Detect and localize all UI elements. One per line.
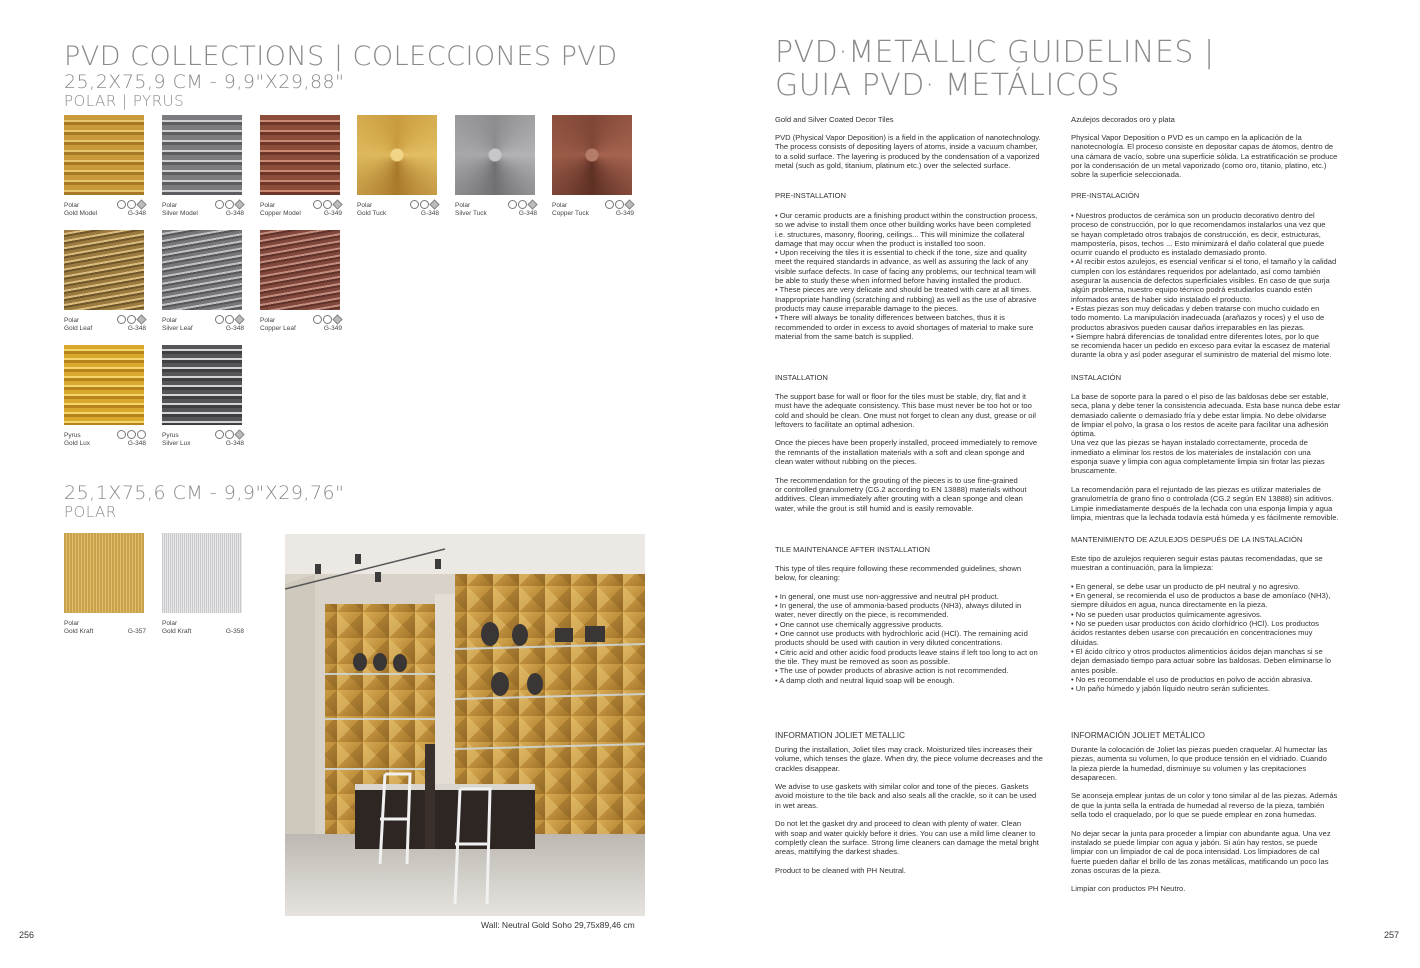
en-joliet-heading: INFORMATION JOLIET METALLIC (775, 730, 905, 740)
tile-property-icons (117, 200, 146, 209)
frost-icon (225, 315, 234, 324)
en-joliet-text: During the installation, Joliet tiles may crack. Moisturized tiles increases their volume, which tenses the glaze. When dry, the piece volume decreases and the crackles disappear. We advise to use gaskets with similar color and tone of the pieces. Gaskets avoid moisture to the tile back and also seals all the crackle, so it can be used in wet areas. Do not let the gasket dry and proceed to clean with plenty of water. Clean with soap and water quickly before it dries. You can use a mild lime cleaner to completly clean the surface. Strong lime cleaners can damage the metal bright areas, mattifying the darkest shades. Product to be cleaned with PH Neutral. (775, 745, 1043, 875)
tile-swatch (552, 115, 632, 195)
tile-name: Silver Lux (162, 440, 191, 447)
tile-swatch (162, 115, 242, 195)
tile-series: Polar (260, 202, 276, 209)
tile-caption (64, 620, 146, 636)
tile-series: Polar (162, 620, 178, 627)
right-page-title-line1: PVD·METALLIC GUIDELINES | (775, 35, 1215, 70)
es-joliet-text: Durante la colocación de Joliet las piezas pueden craquelar. Al humectar las piezas, aumenta su volumen, lo que produce tensión en el vidriado. Cuando la pieza pierde la humedad, disminuye su volumen y las crepitaciones desaparecen. Se aconseja emplear juntas de un color y tono similar al de las piezas. Además de que la junta sella la entrada de humedad al reverso de la pieza, también sella todo el craquelado, por lo que se puede emplear en zona humedas. No dejar secar la junta para proceder a limpiar con abundante agua. Una vez instalado se puede limpiar con agua y jabón. Si aún hay restos, se puede limpiar con un limpiador de cal de poca intensidad. Los limpiadores de cal fuerte pueden dañar el brillo de las zonas metálicas, matificando un poco las zonas oscuras de la pieza. Limpiar con productos PH Neutro. (1071, 745, 1338, 894)
frost-icon (127, 315, 136, 324)
tile-caption (162, 432, 244, 448)
tile-name: Copper Tuck (552, 210, 589, 217)
tile-caption (552, 202, 634, 218)
diamond-icon (624, 199, 634, 209)
tile-swatch (162, 230, 242, 310)
tile-name: Gold Kraft (162, 628, 192, 635)
wall-icon (215, 200, 224, 209)
series-heading-2: POLAR (64, 503, 117, 521)
es-install-text: La base de soporte para la pared o el piso de las baldosas debe ser estable, seca, plana y debe tener la consistencia adecuada. Esta base nunca debe estar demasiado caliente o demasiado fría y debe estar limpia. No debe olvidarse de limpiar el polvo, la grasa o los restos de aceite para facilitar una adhesión óptima. Una vez que las piezas se hayan instalado correctamente, proceda de inmediato a eliminar los restos de los materiales de instalación con una esponja suave y limpia con agua completamente limpia sin frotar las piezas bruscamente. La recomendación para el rejuntado de las piezas es utilizar materiales de granulometría de grano fino o controlada (CG.2 según EN 13888) sin aditivos. Limpie inmediatamente después de la lechada con una esponja limpia y agua limpia, mientras que la lechada todavía está húmeda y es fácilmente removible. (1071, 392, 1341, 522)
tile-code: G-348 (225, 210, 244, 217)
tile-swatch (260, 115, 340, 195)
tile-code: G-357 (127, 628, 146, 635)
wall-icon (117, 315, 126, 324)
en-install-text: The support base for wall or floor for the tiles must be stable, dry, flat and it must have the adequate consistency. This base must never be too hot or too cold and should be clean. One must not forget to clean any dust, grease or oil leftovers to facilitate an optimal adhesion. Once the pieces have been properly installed, proceed immediately to remove the remnants of the installation materials with a soft and clean sponge and clean water without rubbing on the pieces. The recommendation for the grouting of the pieces is to use fine-grained or controlled granulometry (CG.2 according to EN 13888) materials without additives. Clean immediately after grouting with a clean sponge and clean water, while the grout is still humid and is easily removable. (775, 392, 1038, 513)
frost-icon (323, 200, 332, 209)
photo-caption: Wall: Neutral Gold Soho 29,75x89,46 cm (481, 920, 635, 930)
diamond-icon (234, 199, 244, 209)
tile-series: Pyrus (162, 432, 179, 439)
diamond-icon (527, 199, 537, 209)
tile-code: G-348 (225, 325, 244, 332)
diamond-icon (332, 199, 342, 209)
tile-name: Silver Tuck (455, 210, 487, 217)
frost-icon (615, 200, 624, 209)
tile-code: G-348 (127, 325, 146, 332)
tile-name: Gold Leaf (64, 325, 93, 332)
en-preinstall-heading: PRE-INSTALLATION (775, 191, 847, 200)
tile-series: Polar (455, 202, 471, 209)
tile-series: Polar (357, 202, 373, 209)
wall-icon (117, 430, 126, 439)
tile-code: G-349 (323, 325, 342, 332)
tile-name: Silver Model (162, 210, 198, 217)
tile-name: Silver Leaf (162, 325, 193, 332)
tile-caption (357, 202, 439, 218)
tile-code: G-348 (518, 210, 537, 217)
diamond-icon (429, 199, 439, 209)
frost-icon (225, 430, 234, 439)
tile-series: Polar (64, 317, 80, 324)
tile-property-icons (313, 200, 342, 209)
wall-icon (215, 430, 224, 439)
tile-property-icons (313, 315, 342, 324)
tile-series: Polar (552, 202, 568, 209)
wall-icon (215, 315, 224, 324)
en-preinstall-text: • Our ceramic products are a finishing product within the construction process, so we advise to install them once other building works have been completed i.e. structures, masonry, flooring, ceilings... This will minimize the collateral damage that may occur when the product is installed too soon. • Upon receiving the tiles it is essential to check if the tone, size and quality meet the required standards in advance, as well as assuring the lack of any visible surface defects. In case of facing any problems, our technical team will be able to study these when informed before having installed the product. • These pieces are very delicate and should be treated with care at all times. Inappropriate handling (scratching and rubbing) as well as the use of abrasive products may cause irreparable damage to the pieces. • There will always be tonality differences between batches, thus it is recommended to order in excess to avoid shortages of material to make sure material from the same batch is supplied. (775, 211, 1038, 341)
tile-name: Gold Tuck (357, 210, 387, 217)
es-preinstall-text: • Nuestros productos de cerámica son un producto decorativo dentro del proceso de construcción, por lo que recomendamos instalarlos una vez que se hayan completado otros trabajos de construcción, es decir, estructuras, mampostería, pisos, techos ... Esto minimizará el daño colateral que puede ocurrir cuando el producto es instalado demasiado pronto. • Al recibir estos azulejos, es esencial verificar si el tono, el tamaño y la calidad cumplen con los estándares requeridos por adelantado, así como también asegurar la ausencia de defectos superficiales visibles. En caso de que surja algún problema, nuestro equipo técnico podrá estudiarlos cuando estén informados antes de haber sido instalado el producto. • Estas piezas son muy delicadas y deben tratarse con mucho cuidado en todo momento. La manipulación inadecuada (arañazos y roces) y el uso de productos abrasivos pueden causar daños irreparables en las piezas. • Siempre habrá diferencias de tonalidad entre diferentes lotes, por lo que se recomienda hacer un pedido en exceso para evitar la escasez de material durante la obra y así poder asegurar el suministro de material del mismo lote. (1071, 211, 1337, 360)
tile-property-icons (215, 200, 244, 209)
tile-property-icons (117, 430, 146, 439)
tile-caption (162, 620, 244, 636)
tile-property-icons (215, 315, 244, 324)
tile-property-icons (508, 200, 537, 209)
tile-caption (64, 432, 146, 448)
wall-icon (313, 315, 322, 324)
en-maintenance-text: This type of tiles require following these recommended guidelines, shown below, for cleaning: • In general, one must use non-aggressive and neutral pH product. • In general, the use of ammonia-based products (NH3), always diluted in water, never directly on the piece, is recommended. • One cannot use chemically aggressive products. • One cannot use products with hydrochloric acid (HCl). The remaining acid products should be used with caution in very diluted concentrations. • Citric acid and other acidic food products leave stains if left too long to act on the tile. They must be removed as soon as possible. • The use of powder products of abrasive action is not recommended. • A damp cloth and neutral liquid soap will be enough. (775, 564, 1038, 685)
es-joliet-heading: INFORMACIÓN JOLIET METÁLICO (1071, 730, 1205, 740)
tile-property-icons (605, 200, 634, 209)
tile-code: G-349 (615, 210, 634, 217)
size-heading-1: 25,2X75,9 CM - 9,9"X29,88" (64, 71, 345, 93)
showroom-illustration (285, 534, 645, 916)
tile-property-icons (215, 430, 244, 439)
tile-code: G-348 (127, 210, 146, 217)
wall-icon (605, 200, 614, 209)
tile-name: Copper Leaf (260, 325, 296, 332)
tile-code: G-348 (127, 440, 146, 447)
tile-caption (64, 202, 146, 218)
tile-series: Polar (64, 202, 80, 209)
en-intro-text: PVD (Physical Vapor Deposition) is a field in the application of nanotechnology. The process consists of depositing layers of atoms, inside a vacuum chamber, to a solid surface. The layering is produced by the condensation of a vaporized metal (such as gold, titanium, platinum etc.) over the selected surface. (775, 133, 1041, 170)
tile-code: G-349 (323, 210, 342, 217)
tile-caption (162, 202, 244, 218)
wall-icon (508, 200, 517, 209)
en-intro-heading: Gold and Silver Coated Decor Tiles (775, 115, 894, 124)
tile-swatch (64, 115, 144, 195)
tile-swatch (162, 345, 242, 425)
es-intro-heading: Azulejos decorados oro y plata (1071, 115, 1175, 124)
right-page-title-line2: GUIA PVD· METÁLICOS (775, 68, 1120, 103)
es-intro-text: Physical Vapor Deposition o PVD es un campo en la aplicación de la nanotecnología. El proceso consiste en depositar capas de átomos, dentro de una cámara de vacío, sobre una superficie sólida. La estratificación se produce por la condensación de un metal vaporizado (como oro, titanio, platino, etc.) sobre la superficie seleccionada. (1071, 133, 1338, 180)
diamond-icon (234, 429, 244, 439)
es-maintenance-text: Este tipo de azulejos requieren seguir estas pautas recomendadas, que se muestran a continuación, para la limpieza: • En general, se debe usar un producto de pH neutral y no agresivo. • En general, se recomienda el uso de productos a base de amoníaco (NH3), siempre diluidos en agua, nunca directamente en la pieza. • No se pueden usar productos químicamente agresivos. • No se pueden usar productos con ácido clorhídrico (HCl). Los productos ácidos restantes deben usarse con precaución en concentraciones muy diluidas. • El ácido cítrico y otros productos alimenticios ácidos dejan manchas si se dejan demasiado tiempo para actuar sobre las baldosas. Deben eliminarse lo antes posible. • No es recomendable el uso de productos en polvo de acción abrasiva. • Un paño húmedo y jabón líquido neutro serán suficientes. (1071, 554, 1332, 694)
tile-code: G-358 (225, 628, 244, 635)
page-number-left: 256 (19, 930, 35, 940)
es-install-heading: INSTALACIÓN (1071, 373, 1122, 382)
tile-caption (260, 317, 342, 333)
tile-swatch (357, 115, 437, 195)
left-page-title: PVD COLLECTIONS | COLECCIONES PVD (64, 41, 618, 72)
page-number-right: 257 (1384, 930, 1400, 940)
tile-caption (64, 317, 146, 333)
tile-series: Polar (162, 317, 178, 324)
tile-swatch (260, 230, 340, 310)
diamond-icon (234, 314, 244, 324)
tile-swatch (64, 230, 144, 310)
tile-caption (455, 202, 537, 218)
wall-icon (313, 200, 322, 209)
size-heading-2: 25,1X75,6 CM - 9,9"X29,76" (64, 482, 345, 504)
tile-series: Polar (162, 202, 178, 209)
en-maintenance-heading: TILE MAINTENANCE AFTER INSTALLATION (775, 545, 930, 554)
tile-swatch (162, 533, 242, 613)
tile-name: Gold Model (64, 210, 98, 217)
tile-swatch (455, 115, 535, 195)
tile-name: Copper Model (260, 210, 301, 217)
en-install-heading: INSTALLATION (775, 373, 828, 382)
tile-series: Pyrus (64, 432, 81, 439)
tile-code: G-348 (420, 210, 439, 217)
wall-icon (117, 200, 126, 209)
tile-name: Gold Lux (64, 440, 91, 447)
showroom-photo (285, 534, 645, 916)
frost-icon (518, 200, 527, 209)
frost-icon (225, 200, 234, 209)
tile-series: Polar (260, 317, 276, 324)
tile-caption (162, 317, 244, 333)
es-maintenance-heading: MANTENIMIENTO DE AZULEJOS DESPUÉS DE LA INSTALACIÓN (1071, 535, 1303, 544)
frost-icon (127, 200, 136, 209)
frost-icon (420, 200, 429, 209)
tile-swatch (64, 345, 144, 425)
tile-name: Gold Kraft (64, 628, 94, 635)
tile-property-icons (410, 200, 439, 209)
diamond-icon (332, 314, 342, 324)
frost-icon (127, 430, 136, 439)
frost-icon (323, 315, 332, 324)
diamond-icon (136, 314, 146, 324)
es-preinstall-heading: PRE-INSTALACIÓN (1071, 191, 1140, 200)
tile-swatch (64, 533, 144, 613)
tile-code: G-348 (225, 440, 244, 447)
wall-icon (410, 200, 419, 209)
diamond-icon (136, 199, 146, 209)
series-heading-1: POLAR | PYRUS (64, 92, 185, 110)
tile-property-icons (117, 315, 146, 324)
tile-series: Polar (64, 620, 80, 627)
tile-caption (260, 202, 342, 218)
gloss-icon (137, 430, 146, 439)
